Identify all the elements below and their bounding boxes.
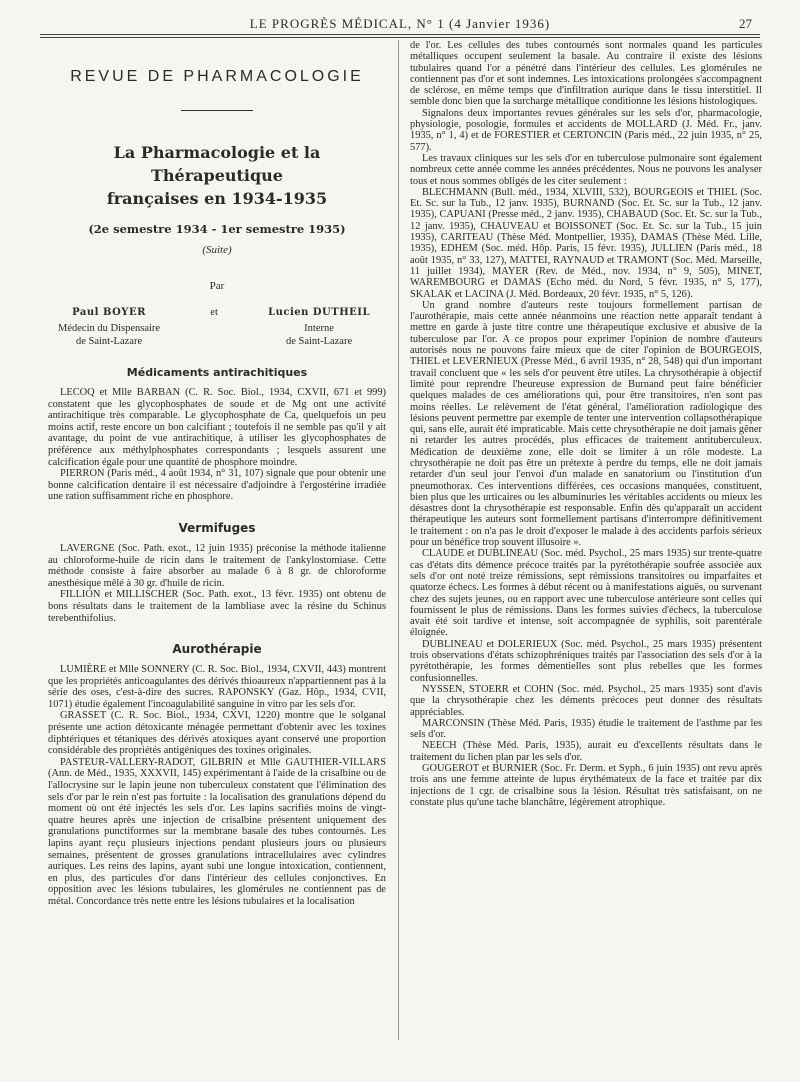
paragraph: Les travaux cliniques sur les sels d'or en tuberculose pulmonaire sont également nombreux cette année comme les années précédentes. Nous ne pouvons les analyser tous et nous sommes obligés de les citer seulement : <box>410 152 762 187</box>
paragraph: PIERRON (Paris méd., 4 août 1934, n° 31, 107) signale que pour obtenir une bonne calcification dentaire il est nécessaire d'adjoindre à l'ergostérine irradiée une ration suffisamment riche en phosphore. <box>48 468 386 503</box>
header-rule <box>40 34 760 38</box>
author-name: Paul BOYER <box>72 307 146 318</box>
left-column <box>48 40 386 1065</box>
author-affiliation: de Saint-Lazare <box>75 336 143 347</box>
author-affiliation: Médecin du Dispensaire <box>58 323 161 334</box>
authors-block <box>58 306 370 348</box>
semester-line: (2e semestre 1934 - 1er semestre 1935) <box>88 222 346 236</box>
paragraph: CLAUDE et DUBLINEAU (Soc. méd. Psychol., 25 mars 1935) sur trente-quatre cas d'états dits démence précoce traités par la pyrétothérapie soufrée associée aux sels d'or ont noté treize rémissions, sept rémissions transitoires ou imparfaites et quatorze échecs. Les formes à début récent ou à manifestations aiguës, ou survenant chez des sujets jeunes, ou en rapport avec une tuberculose antérieure sont celles qui fournissent le plus de rémissions. Dans les formes suivies d'échecs, la tuberculose avait été soit tardive et intense, soit accompagnée de syphilis, soit parentérale éloignée. <box>410 548 762 639</box>
paragraph: BLECHMANN (Bull. méd., 1934, XLVIII, 532), BOURGEOIS et THIEL (Soc. Et. Sc. sur la Tub., 12 janv. 1935), BURNAND (Soc. Et. Sc. sur la Tub., 12 janv. 1935), CAPUANI (Presse méd., 2 janv. 1935), CHABAUD (Soc. Et. Sc. sur la Tub., 12 janv. 1935), CHAUVEAU et BOISSONET (Soc. Et. Sc. sur la Tub., 15 juin 1935), CARITEAU (Thèse Méd. Montpellier, 1935), DAMAS (Thèse Méd. Lille, 1935), EDHEM (Soc. méd. Hôp. Paris, 15 févr. 1935), JULLIEN (Paris méd., 18 août 1935, n° 33, 127), MATTEI, RAYNAUD et TRAMONT (Soc. Méd. Marseille, 11 juillet 1934), MAYER (Rev. de Méd., nov. 1934, n° 9, 505), MINET, WAREMBOURG et DAMAS (Echo méd. du Nord, 5 févr. 1935, n° 5, 177), SKALAK et LACINA (J. Méd. Bordeaux, 20 févr. 1935, n° 5, 126). <box>410 186 762 300</box>
section-heading-vermifuges: Vermifuges <box>178 520 256 535</box>
paragraph: LAVERGNE (Soc. Path. exot., 12 juin 1935) préconise la méthode italienne au chloroforme-huile de ricin dans le traitement de l'ankylostomiase. Cette méthode consiste à faire absorber au malade 6 à 8 gr. de chloroforme anesthésique mêlé à 30 gr. d'huile de ricin. <box>48 542 386 589</box>
article-title <box>48 141 386 210</box>
paragraph: DUBLINEAU et DOLERIEUX (Soc. méd. Psychol., 25 mars 1935) présentent trois observations d'états schizophréniques traités par l'association des sels d'or à la pyrétothérapie, les formes démentielles sont plus rebelles que les formes confusionnelles. <box>410 638 762 684</box>
section-heading-antirachitiques: Médicaments antirachitiques <box>126 366 308 379</box>
authors-conjunction: et <box>210 307 218 318</box>
paragraph: Signalons deux importantes revues générales sur les sels d'or, pharmacologie, physiologie, posologie, formules et accidents de MOLLARD (J. Méd. Fr., janv. 1935, n° 1, 4) et de FORESTIER et CERTONCIN (Paris méd., 22 juin 1935, n° 25, 577). <box>410 107 762 153</box>
author-name: Lucien DUTHEIL <box>268 307 370 318</box>
par-label: Par <box>209 280 225 292</box>
page-number: 27 <box>739 16 752 31</box>
rubric-title: REVUE DE PHARMACOLOGIE <box>70 68 364 85</box>
paragraph: NEECH (Thèse Méd. Paris, 1935), aurait eu d'excellents résultats dans le traitement du lichen plan par les sels d'or. <box>410 740 762 763</box>
author-affiliation: de Saint-Lazare <box>285 336 353 347</box>
article-title-line2: françaises en 1934-1935 <box>106 189 328 208</box>
paragraph: de l'or. Les cellules des tubes contournés sont normales quand les particules métalliques occupent seulement la basale. Au contraire il existe des lésions tubulaires quand l'or a pénétré dans l'intérieur des cellules. Les glomérules ne contiennent pas d'or et sont indemnes. Les intoxications prolongées s'accompagnent de sclérose, en même temps que d'infiltration aurique dans le tissu interstitiel. Il semble donc bien que la surcharge métallique conditionne les lésions histologiques. <box>410 40 762 108</box>
running-header <box>40 16 760 32</box>
column-divider <box>398 40 399 1040</box>
running-title: LE PROGRÈS MÉDICAL, N° 1 (4 Janvier 1936) <box>249 16 551 31</box>
author-affiliation: Interne <box>304 323 334 334</box>
section-heading-aurotherapie: Aurothérapie <box>172 642 262 657</box>
right-column <box>410 40 762 1065</box>
paragraph: NYSSEN, STOERR et COHN (Soc. méd. Psychol., 25 mars 1935) sont d'avis que la chrysothérapie chez les déments précoces peut donner des résultats appréciables. <box>410 683 762 718</box>
author-boyer <box>58 306 160 348</box>
rubric-rule <box>181 110 253 111</box>
author-dutheil <box>268 306 370 348</box>
article-title-line1: La Pharmacologie et la Thérapeutique <box>113 143 321 185</box>
paragraph: MARCONSIN (Thèse Méd. Paris, 1935) étudie le traitement de l'asthme par les sels d'or. <box>410 717 762 741</box>
paragraph: Un grand nombre d'auteurs reste toujours formellement partisan de l'aurothérapie, mais cette année néanmoins une réaction nette apparaît tendant à mettre en garde à juste titre contre une thérapeutique exclusive et abusive de la tuberculose par l'or. A ce propos pour exprimer l'opinion de nombre d'auteurs autorisés nous ne pouvons faire mieux que de citer l'opinion de BOURGEOIS, THIEL et LEVERNIEUX (Presse Méd., 6 avril 1935, n° 28, 548) qui d'un important travail concluent que « les sels d'or peuvent être utiles. La chrysothérapie à objectif limité pour reprendre l'heureuse expression de Burnand peut faire bénéficier quelques malades de ces améliorations qui, pour être transitoires, n'en sont pas moins réelles. Le relèvement de l'état général, l'amélioration radiologique des lésions peuvent permettre par exemple de tenter une intervention collapsothérapique qui, sans elle, aurait été impraticable. Mais cette chrysothérapie ne doit jamais gêner ni retarder les autres procédés, plus efficaces de traitement antituberculeux. Médication de deuxième zone, elle doit se limiter à un rôle modeste. La chrysothérapie ne doit pas être un prétexte à perdre du temps, elle ne doit jamais retarder d'un seul jour l'envoi d'un malade en sanatorium ou l'institution d'un pneumothorax. Ces interventions différées, ces occasions manquées, constituent, bien plus que les urticaires ou les albuminuries les véritables accidents ou mieux les désastres dont la chrysothérapie est responsable. Enfin dès qu'apparaît un accident thérapeutique les auteurs sont formellement partisans d'interrompre définitivement le traitement : on n'a pas le droit d'exposer le malade à des accidents parfois sérieux pour un bénéfice trop souvent illusoire ». <box>410 299 762 549</box>
paragraph: PASTEUR-VALLERY-RADOT, GILBRIN et Mlle GAUTHIER-VILLARS (Ann. de Méd., 1935, XXXVII, 145) expérimentant à l'aide de la crisalbine ou de l'allocrysine sur le lapin jeune non tuberculeux constatent que l'élimination des sels d'or par le rein n'est pas fortuite : la localisation des granulations dépend du moment où ont été injectés les sels d'or. Les lapins sacrifiés moins de vingt-quatre heures après une injection de crisalbine présentent uniquement des granulations punctiformes sur la membrane basale des tubes contournés. Les lapins ayant reçu plusieurs injections pendant plusieurs jours ou plusieurs semaines, présentent de grosses granulations intracellulaires avec cylindres auriques. Les reins des lapins, ayant subi une longue intoxication, contiennent, en plus, des particules d'or dans l'intérieur des cellules conjonctives. En opposition avec les lésions tubulaires, les glomérules ne contiennent pas de métal. Concordance très nette entre les lésions tubulaires et la localisation <box>48 756 386 907</box>
paragraph: FILLION et MILLISCHER (Soc. Path. exot., 13 févr. 1935) ont obtenu de bons résultats dans le traitement de la lambliase avec la résine du Schinus terebenthifolius. <box>48 589 386 624</box>
paragraph: LECOQ et Mlle BARBAN (C. R. Soc. Biol., 1934, CXVII, 671 et 999) constatent que les glycophosphates de soude et de Mg ont une activité antirachitique très comparable. Le glycophosphate de Ca, quelquefois un peu moins actif, reste encore un bon calcifiant ; toutefois il ne semble pas qu'il y ait avantage, du point de vue antirachitique, à utiliser les glycophosphates de préférence aux méthylphosphates correspondants ; lesquels assurent une calcification égale pour une quantité de phosphore moindre. <box>48 387 386 468</box>
paragraph: LUMIÈRE et Mlle SONNERY (C. R. Soc. Biol., 1934, CXVII, 443) montrent que les propriétés anticoagulantes des dérivés thioaureux n'appartiennent pas à la série des oses, c'est-à-dire des sucres. RAPONSKY (Gaz. Hôp., 1934, CVII, 1071) étudie également l'incoagulabilité sanguine in vitro par les sels d'or. <box>48 664 386 710</box>
suite-note: (Suite) <box>202 244 232 256</box>
paragraph: GRASSET (C. R. Soc. Biol., 1934, CXVI, 1220) montre que le solganal présente une action détoxicante ménagée permettant d'obtenir avec les toxines diphtériques et tétaniques des dérivés atoxiques ayant conservé une proportion considérable des propriétés antigéniques des toxines originales. <box>48 710 386 757</box>
paragraph: GOUGEROT et BURNIER (Soc. Fr. Derm. et Syph., 6 juin 1935) ont revu après trois ans une femme atteinte de lupus érythémateux de la face et traitée par dix injections de 1 cgr. de crisalbine sous la lésion. Résultat très satisfaisant, on ne constate plus qu'une tache blanchâtre, légèrement atrophique. <box>410 763 762 808</box>
